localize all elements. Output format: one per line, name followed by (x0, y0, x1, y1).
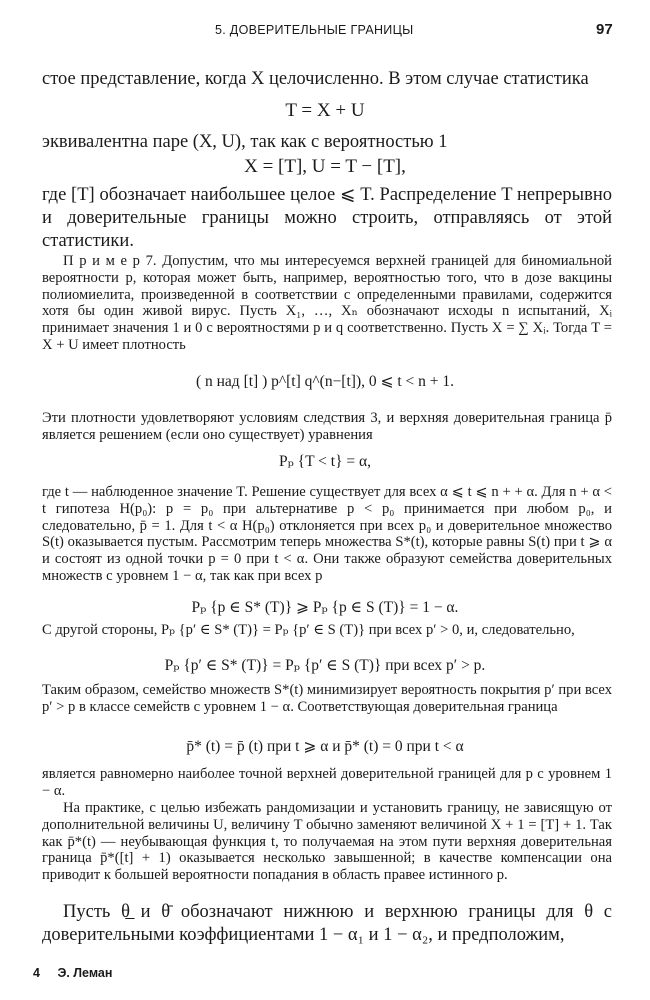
formula-integer-part: X = [T], U = T − [T], (244, 156, 406, 177)
page-number: 97 (596, 21, 613, 38)
paragraph-equivalence: эквивалентна паре (X, U), так как с вероятностью 1 (42, 132, 448, 152)
formula-coverage-equality: Pₚ {p′ ∈ S* (T)} = Pₚ {p′ ∈ S (T)} при всех p′ > p. (164, 657, 486, 674)
paragraph-integer-part: где [T] обозначает наибольшее целое ⩽ T. Распределение T непрерывно и доверительные границы можно строить, отправляясь от этой статистики. (42, 185, 612, 251)
formula-upper-bound: p̄* (t) = p̄ (t) при t ⩾ α и p̄* (t) = 0 при t < α (186, 738, 464, 755)
paragraph-uniformly-accurate: является равномерно наиболее точной верхней доверительной границей для p с уровнем 1 − α. (42, 766, 612, 799)
paragraph-other-side: С другой стороны, Pₚ {p′ ∈ S* (T)} = Pₚ {p′ ∈ S (T)} при всех p′ > 0, и, следовательно, (42, 622, 575, 638)
page-footer (33, 966, 112, 980)
paragraph-solution: где t — наблюденное значение T. Решение существует для всех α ⩽ t ⩽ n + + α. Для n + α < t гипотеза H(p₀): p = p₀ при альтернативе p < p₀ принимается при любом p₀, и следовательно, p̄ = 1. Для t < α H(p₀) отклоняется при всех p₀ и доверительное множество S(t) оказывается пустым. Рассмотрим теперь множества S*(t), которые равны S(t) при t ⩾ α и состоят из одной точки p = 0 при t < α. Они также образуют семейства доверительных множеств с уровнем 1 − α, так как при всех p (42, 484, 612, 584)
formula-density: ( n над [t] ) p^[t] q^(n−[t]), 0 ⩽ t < n + 1. (195, 373, 455, 390)
page-header (0, 23, 650, 43)
example-7-paragraph: П р и м е р 7. Допустим, что мы интересуемся верхней границей для биномиальной вероятности p, которая может быть, например, вероятностью того, что в дозе вакцины полиомиелита, произведенной в соответствии с определенными правилами, содержится хотя бы один живой вирус. Пусть X₁, …, Xₙ обозначают исходы n испытаний, Xᵢ принимает значения 1 и 0 с вероятностями p и q соответственно. Пусть X = ∑ Xᵢ. Тогда T = X + U имеет плотность (42, 253, 612, 353)
paragraph-theta-bounds: Пусть θ̲ и θ̄ обозначают нижнюю и верхнюю границы для θ с доверительными коэффициентами 1 − α₁ и 1 − α₂, и предположим, (42, 902, 612, 945)
author-name: Э. Леман (57, 966, 113, 980)
paragraph-densities: Эти плотности удовлетворяют условиям следствия 3, и верхняя доверительная граница p̄ является решением (если оно существует) уравнения (42, 410, 612, 443)
formula-coverage-inequality: Pₚ {p ∈ S* (T)} ⩾ Pₚ {p ∈ S (T)} = 1 − α. (191, 599, 459, 616)
paragraph-practice: На практике, с целью избежать рандомизации и установить границу, не зависящую от дополнительной величины U, величину T обычно заменяют величиной X + 1 = [T] + 1. Так как p̄*(t) — неубывающая функция t, то получаемая на этом пути верхняя доверительная граница p̄*([t] + 1) оказывается несколько завышенной; в качестве компенсации она приводит к большей вероятности попадания в область правее истинного p. (42, 800, 612, 884)
paragraph-continuation: стое представление, когда X целочисленно. В этом случае статистика (42, 69, 589, 89)
signature-mark: 4 (33, 966, 40, 980)
running-title: 5. ДОВЕРИТЕЛЬНЫЕ ГРАНИЦЫ (215, 23, 414, 37)
formula-probability-equation: Pₚ {T < t} = α, (278, 453, 372, 470)
paragraph-minimize: Таким образом, семейство множеств S*(t) минимизирует вероятность покрытия p′ при всех p′ > p в классе семейств с уровнем 1 − α. Соответствующая доверительная граница (42, 682, 612, 715)
formula-t-equals-x-plus-u: T = X + U (285, 100, 365, 121)
